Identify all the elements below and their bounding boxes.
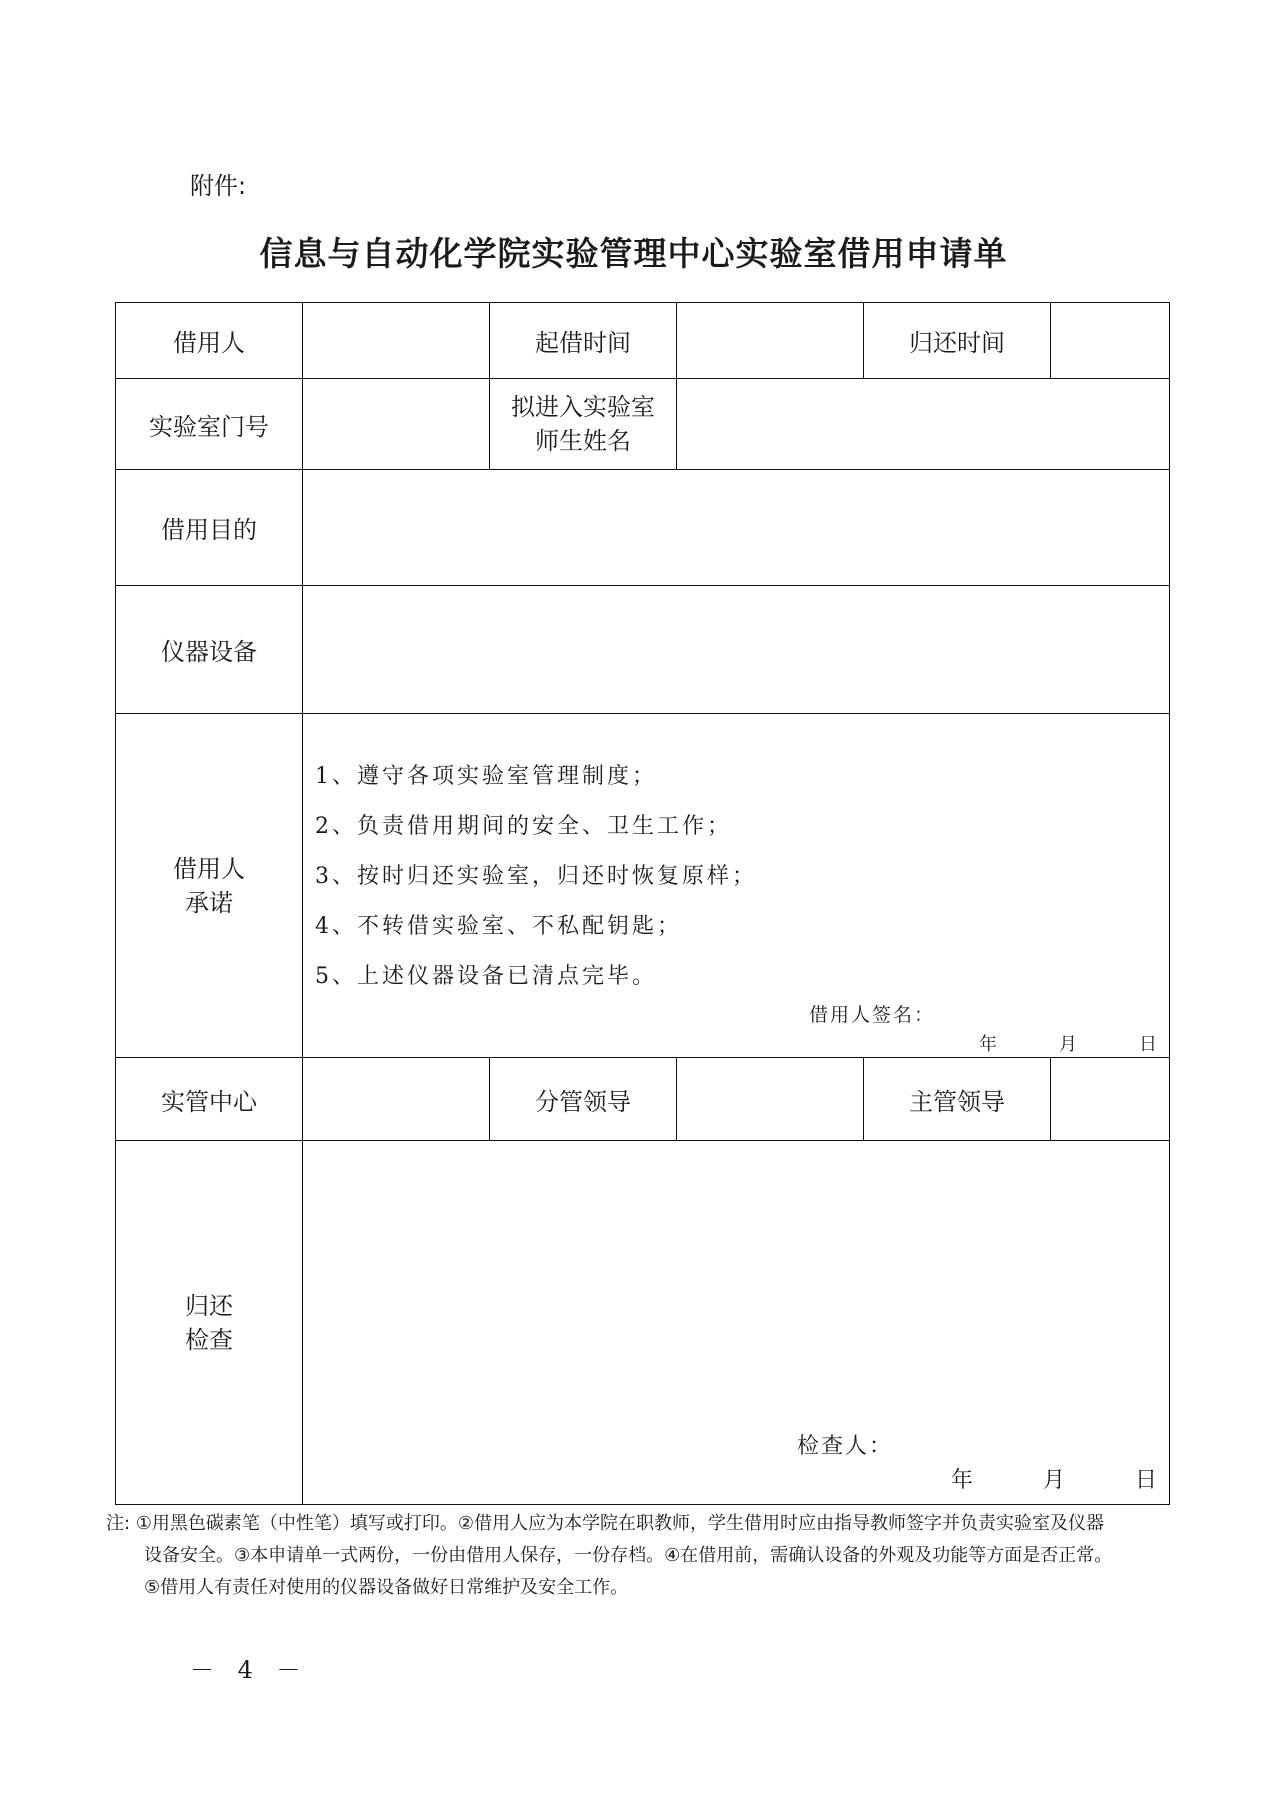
entrants-label-line2: 师生姓名 — [535, 427, 631, 455]
day-label: 日 — [1135, 1468, 1158, 1493]
promise-item: 5、上述仪器设备已清点完毕。 — [315, 964, 657, 989]
entrants-label-line1: 拟进入实验室 — [511, 393, 655, 421]
promise-item: 2、负责借用期间的安全、卫生工作； — [315, 814, 732, 839]
month-label: 月 — [1059, 1034, 1077, 1055]
lab-center-label: 实管中心 — [116, 1058, 303, 1141]
start-time-label: 起借时间 — [490, 303, 677, 379]
entrants-label — [490, 379, 677, 470]
start-time-field[interactable] — [677, 303, 864, 379]
promise-item: 4、不转借实验室、不私配钥匙； — [315, 914, 682, 939]
promise-content — [303, 714, 1170, 1058]
equipment-label: 仪器设备 — [116, 586, 303, 714]
application-form — [115, 302, 1170, 1505]
deputy-leader-label: 分管领导 — [490, 1058, 677, 1141]
promise-list — [315, 752, 757, 1002]
promise-label-line1: 借用人 — [173, 854, 245, 883]
room-number-label: 实验室门号 — [116, 379, 303, 470]
year-label: 年 — [979, 1034, 997, 1055]
purpose-field[interactable] — [303, 470, 1170, 586]
promise-label — [116, 714, 303, 1058]
entrants-field[interactable] — [677, 379, 1170, 470]
borrower-signature-label: 借用人签名： — [809, 1004, 936, 1026]
return-time-label: 归还时间 — [864, 303, 1051, 379]
page-number: － 4 － — [190, 1656, 309, 1684]
attachment-label: 附件: — [190, 172, 247, 200]
return-check-field[interactable] — [303, 1141, 1170, 1505]
promise-item: 3、按时归还实验室，归还时恢复原样； — [315, 864, 757, 889]
promise-label-line2: 承诺 — [185, 888, 233, 917]
room-number-field[interactable] — [303, 379, 490, 470]
page-title: 信息与自动化学院实验管理中心实验室借用申请单 — [259, 234, 1008, 273]
borrower-field[interactable] — [303, 303, 490, 379]
footnote — [106, 1508, 1181, 1604]
chief-leader-label: 主管领导 — [864, 1058, 1051, 1141]
month-label: 月 — [1043, 1468, 1066, 1493]
purpose-label: 借用目的 — [116, 470, 303, 586]
return-time-field[interactable] — [1051, 303, 1170, 379]
inspector-label: 检查人： — [797, 1434, 894, 1459]
footnote-line1: 注: ①用黑色碳素笔（中性笔）填写或打印。②借用人应为本学院在职教师，学生借用时应由指导教师签字并负责实验室及仪器 — [106, 1513, 1105, 1534]
footnote-line3: ⑤借用人有责任对使用的仪器设备做好日常维护及安全工作。 — [144, 1577, 629, 1598]
return-check-line2: 检查 — [185, 1325, 233, 1354]
day-label: 日 — [1139, 1034, 1157, 1055]
deputy-leader-field[interactable] — [677, 1058, 864, 1141]
footnote-line2: 设备安全。③本申请单一式两份，一份由借用人保存，一份存档。④在借用前，需确认设备的外观及功能等方面是否正常。 — [144, 1545, 1113, 1566]
chief-leader-field[interactable] — [1051, 1058, 1170, 1141]
borrower-label: 借用人 — [116, 303, 303, 379]
return-check-line1: 归还 — [185, 1291, 233, 1320]
return-check-label — [116, 1141, 303, 1505]
equipment-field[interactable] — [303, 586, 1170, 714]
year-label: 年 — [951, 1468, 974, 1493]
lab-center-field[interactable] — [303, 1058, 490, 1141]
promise-item: 1、遵守各项实验室管理制度； — [315, 764, 657, 789]
